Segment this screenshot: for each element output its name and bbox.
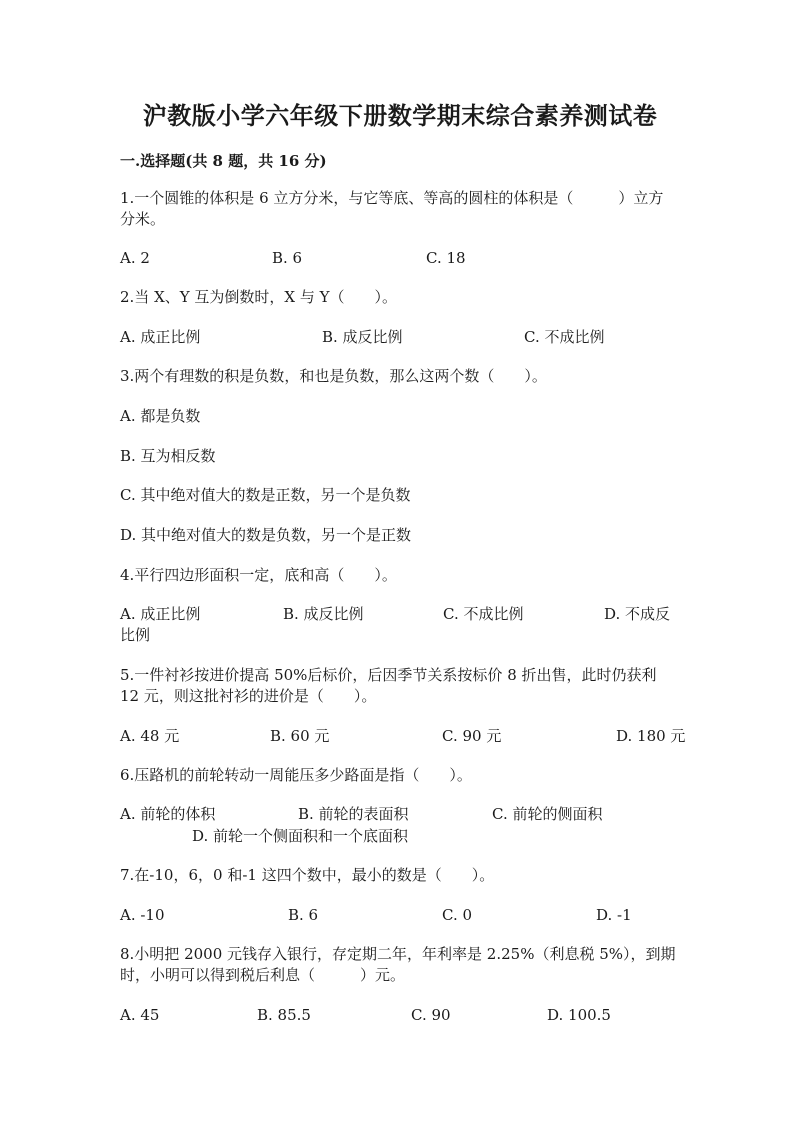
option-b: B. 成反比例 [283, 605, 364, 623]
option-c: C. 不成比例 [524, 328, 605, 346]
option-b: B. 6 [288, 906, 319, 924]
question-4-stem: 4.平行四边形面积一定，底和高（ ）。 [120, 566, 397, 584]
question-3-stem: 3.两个有理数的积是负数，和也是负数，那么这两个数（ ）。 [120, 367, 547, 385]
question-5-stem: 5.一件衬衫按进价提高 50%后标价，后因季节关系按标价 8 折出售，此时仍获利 12 元，则这批衬衫的进价是（ ）。 [120, 666, 657, 705]
question-6-stem: 6.压路机的前轮转动一周能压多少路面是指（ ）。 [120, 766, 472, 784]
option-b: B. 85.5 [257, 1006, 311, 1024]
option-b: B. 6 [272, 249, 303, 267]
question-1-stem: 1.一个圆锥的体积是 6 立方分米，与它等底、等高的圆柱的体积是（ ）立方分米。 [120, 189, 664, 228]
option-a: A. 成正比例 [120, 328, 201, 346]
option-d: D. 100.5 [547, 1006, 611, 1024]
section-heading: 一.选择题(共 8 题，共 16 分) [120, 152, 327, 170]
option-b: B. 60 元 [270, 727, 330, 745]
option-c: C. 不成比例 [443, 605, 524, 623]
option-d: D. -1 [596, 906, 632, 924]
question-7-stem: 7.在-10，6，0 和-1 这四个数中，最小的数是（ ）。 [120, 866, 495, 884]
option-a: A. 45 [120, 1006, 160, 1024]
option-a: A. 48 元 [120, 727, 180, 745]
option-d: D. 其中绝对值大的数是负数，另一个是正数 [120, 526, 412, 544]
option-c: C. 18 [426, 249, 466, 267]
question-2-stem: 2.当 X、Y 互为倒数时，X 与 Y（ ）。 [120, 288, 398, 306]
option-a: A. 都是负数 [120, 407, 201, 425]
option-d-continued: 比例 [120, 626, 151, 644]
option-c: C. 0 [442, 906, 473, 924]
option-b: B. 成反比例 [322, 328, 403, 346]
option-c: C. 90 元 [442, 727, 502, 745]
option-c: C. 前轮的侧面积 [492, 805, 603, 823]
option-d: D. 前轮一个侧面积和一个底面积 [192, 827, 409, 845]
option-a: A. 2 [120, 249, 150, 267]
option-a: A. 前轮的体积 [120, 805, 216, 823]
option-c: C. 其中绝对值大的数是正数，另一个是负数 [120, 486, 411, 504]
option-d: D. 180 元 [616, 727, 686, 745]
option-c: C. 90 [411, 1006, 451, 1024]
page-title: 沪教版小学六年级下册数学期末综合素养测试卷 [142, 101, 658, 130]
option-a: A. 成正比例 [120, 605, 201, 623]
option-a: A. -10 [120, 906, 165, 924]
option-b: B. 互为相反数 [120, 447, 216, 465]
option-d: D. 不成反 [604, 605, 671, 623]
option-b: B. 前轮的表面积 [298, 805, 409, 823]
question-8-stem: 8.小明把 2000 元钱存入银行，存定期二年，年利率是 2.25%（利息税 5%），到期时，小明可以得到税后利息（ ）元。 [120, 945, 676, 984]
